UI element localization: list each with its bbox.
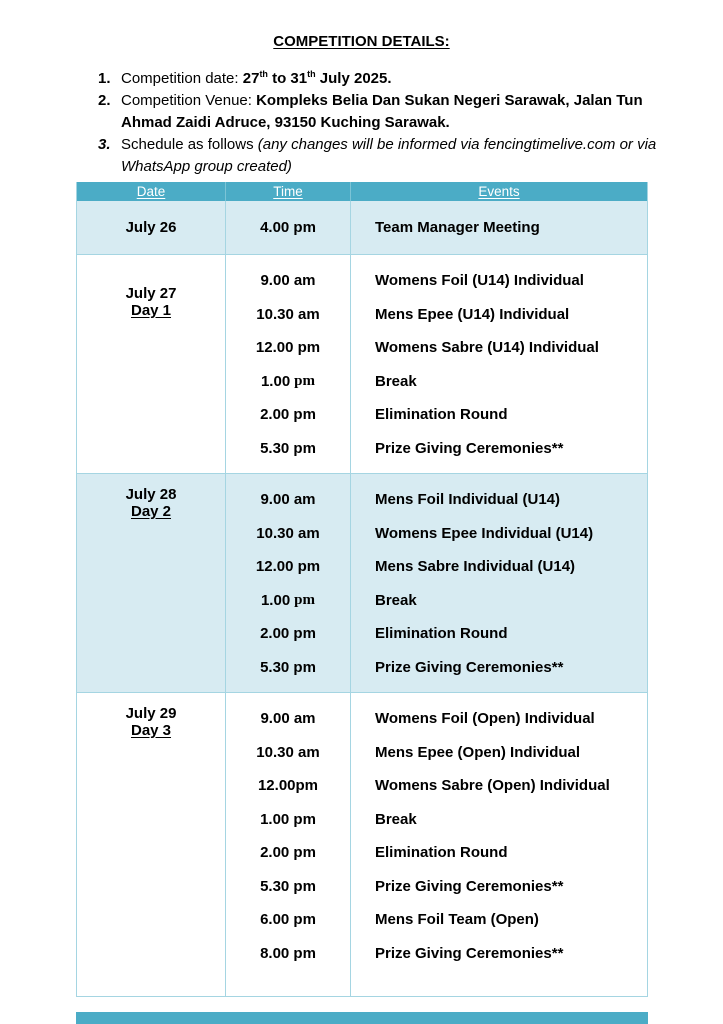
event-value: Mens Epee (U14) Individual bbox=[375, 305, 570, 323]
time-cell bbox=[225, 201, 351, 254]
events-cell bbox=[351, 201, 647, 254]
time-value: 5.30 pm bbox=[260, 877, 316, 895]
event-value: Womens Sabre (U14) Individual bbox=[375, 339, 599, 357]
event-value: Womens Epee Individual (U14) bbox=[375, 524, 594, 542]
time-value: 12.00pm bbox=[257, 777, 319, 795]
date-label: July 27 bbox=[125, 285, 177, 302]
list-number: 3. bbox=[98, 136, 111, 153]
time-value: 5.30 pm bbox=[260, 439, 316, 457]
time-value: 4.00 pm bbox=[260, 219, 316, 236]
competition-date-text: Competition date: 27th to 31th July 2025. bbox=[121, 69, 392, 87]
schedule-table-body bbox=[76, 182, 648, 997]
event-value: Elimination Round bbox=[375, 844, 508, 862]
events-cell bbox=[351, 474, 647, 692]
time-value: 9.00 am bbox=[260, 491, 316, 509]
event-value: Womens Foil (Open) Individual bbox=[375, 710, 595, 728]
day-label: Day 3 bbox=[130, 722, 172, 739]
time-value: 12.00 pm bbox=[255, 339, 321, 357]
time-value: 10.30 am bbox=[256, 743, 320, 761]
events-cell bbox=[351, 693, 647, 996]
event-value: Mens Foil Individual (U14) bbox=[375, 491, 561, 509]
schedule-note-text: Schedule as follows (any changes will be informed via fencingtimelive.com or via WhatsApp group created) bbox=[121, 136, 657, 175]
competition-venue-text: Competition Venue: Kompleks Belia Dan Sukan Negeri Sarawak, Jalan Tun Ahmad Zaidi Adruce, 93150 Kuching Sarawak. bbox=[121, 92, 643, 131]
events-cell bbox=[351, 255, 647, 473]
time-value: 8.00 pm bbox=[260, 944, 316, 962]
event-value: Prize Giving Ceremonies** bbox=[375, 439, 564, 457]
list-number: 1. bbox=[98, 70, 111, 87]
table-header-row bbox=[77, 182, 647, 201]
event-value: Team Manager Meeting bbox=[375, 219, 540, 236]
event-value: Elimination Round bbox=[375, 625, 508, 643]
page-title: COMPETITION DETAILS: bbox=[273, 33, 450, 50]
header-events: Events bbox=[478, 184, 520, 199]
date-label: July 26 bbox=[125, 219, 177, 236]
schedule-row-july-26 bbox=[77, 201, 647, 254]
day-label: Day 1 bbox=[130, 302, 172, 319]
time-value: 2.00 pm bbox=[260, 844, 316, 862]
schedule-row-july-29 bbox=[77, 692, 647, 996]
time-value: 10.30 am bbox=[256, 524, 320, 542]
time-value: 12.00 pm bbox=[255, 558, 321, 576]
schedule-table bbox=[76, 182, 648, 1024]
time-cell bbox=[225, 255, 351, 473]
event-value: Mens Epee (Open) Individual bbox=[375, 743, 581, 761]
day-label: Day 2 bbox=[130, 503, 172, 520]
event-value: Womens Sabre (Open) Individual bbox=[375, 777, 610, 795]
event-value: Prize Giving Ceremonies** bbox=[375, 658, 564, 676]
time-value: 2.00 pm bbox=[260, 406, 316, 424]
intro-item-schedule bbox=[98, 134, 658, 178]
list-number: 2. bbox=[98, 92, 111, 109]
event-value: Break bbox=[375, 591, 417, 609]
event-value: Break bbox=[375, 810, 417, 828]
date-cell bbox=[77, 693, 225, 996]
event-value: Prize Giving Ceremonies** bbox=[375, 944, 564, 962]
time-value: 6.00 pm bbox=[260, 911, 316, 929]
date-cell bbox=[77, 474, 225, 692]
event-value: Break bbox=[375, 372, 417, 390]
intro-list bbox=[98, 68, 658, 178]
time-value: 1.00 pm bbox=[260, 372, 316, 390]
header-date: Date bbox=[136, 184, 166, 199]
time-cell bbox=[225, 474, 351, 692]
event-value: Elimination Round bbox=[375, 406, 508, 424]
schedule-row-july-28 bbox=[77, 473, 647, 692]
date-cell bbox=[77, 255, 225, 473]
event-value: Mens Foil Team (Open) bbox=[375, 911, 539, 929]
next-section-header-bar bbox=[76, 1012, 648, 1024]
event-value: Mens Sabre Individual (U14) bbox=[375, 558, 576, 576]
date-cell bbox=[77, 201, 225, 254]
date-label: July 28 bbox=[125, 486, 177, 503]
schedule-row-july-27 bbox=[77, 254, 647, 473]
time-value: 9.00 am bbox=[260, 710, 316, 728]
intro-item-date bbox=[98, 68, 658, 90]
header-time: Time bbox=[225, 182, 351, 201]
intro-item-venue bbox=[98, 90, 658, 134]
event-value: Prize Giving Ceremonies** bbox=[375, 877, 564, 895]
event-value: Womens Foil (U14) Individual bbox=[375, 272, 584, 290]
time-value: 10.30 am bbox=[256, 305, 320, 323]
time-value: 5.30 pm bbox=[260, 658, 316, 676]
time-value: 9.00 am bbox=[260, 272, 316, 290]
table-rows bbox=[77, 201, 647, 996]
time-value: 1.00 pm bbox=[260, 810, 316, 828]
time-value: 1.00 pm bbox=[260, 591, 316, 609]
date-label: July 29 bbox=[125, 705, 177, 722]
time-value: 2.00 pm bbox=[260, 625, 316, 643]
time-cell bbox=[225, 693, 351, 996]
